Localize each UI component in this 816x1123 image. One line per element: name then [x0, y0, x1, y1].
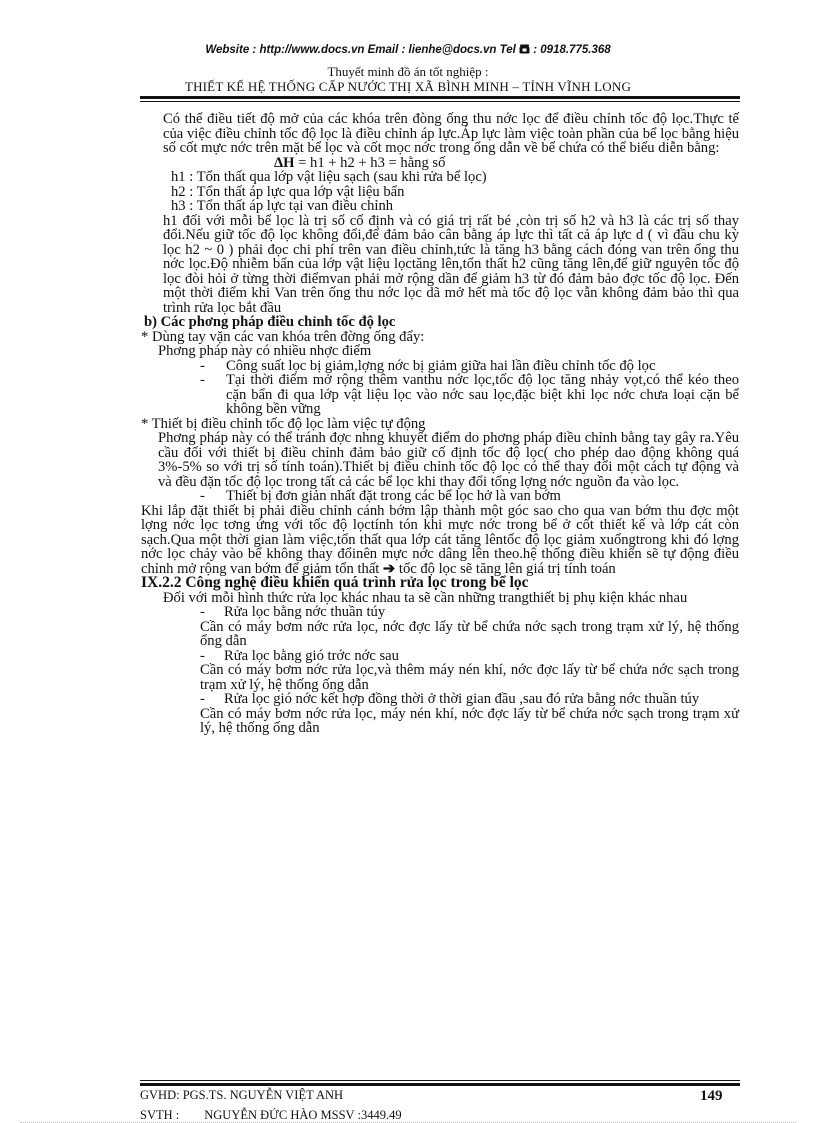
- website-url[interactable]: : http://www.docs.vn: [249, 44, 368, 56]
- definition-h2: h2 : Tổn thất áp lực qua lớp vật liệu bẩn: [171, 183, 405, 200]
- section-heading-backwash: IX.2.2 Công nghệ điều khiển quá trình rửa lọc trong bể lọc: [141, 574, 529, 591]
- paragraph-explanation: h1 đối với mỗi bể lọc là trị số cố định và có giá trị rất bé ,còn trị số h2 và h3 là các trị số thay đổi.Nếu giữ tốc độ lọc không đổi,để đảm bảo cân bằng áp lực thì tất cả áp lực d ( vì đầu chu kỳ lọc h2 ~ 0 ) phải đọc chi phí trên van điều chỉnh,tức là tăng h3 bằng cách đóng van trên ống thu nớc lọc.Độ nhiễm bẩn của lớp vật liệu lọctăng lên,tổn thất h2 cũng tăng lên,để giữ nguyên tốc độ lọc đòi hỏi ở từng thời điểmvan phải mở rộng dần để giảm h3 từ đó đảm bảo đợc tốc độ lọc. Đến một thời điểm khi Van trên ống thu nớc lọc dã mở hết mà tốc độ lọc vẫn không đảm bảo thì qua trình rửa lọc bắt đầu: [163, 212, 739, 316]
- method-auto-body: Phơng pháp này có thể tránh đợc nhng khuyết điểm do phơng pháp điều chỉnh bằng tay gây ra.Yêu cầu đối với thiết bị điều chỉnh đảm bảo giữ cố định tốc độ lọc( cho phép dao động không quá 3%-5% so với trị số tính toán).Thiết bị điều chỉnh tốc độ lọc có thể thay đổi một cách tự động và và đều đặn tốc độ lọc trong tất cả các bể lọc khi thay đổi tổng lợng nớc nguồn đa vào lọc.: [158, 430, 739, 490]
- section-heading-methods: b) Các phơng pháp điều chỉnh tốc độ lọc: [144, 314, 396, 330]
- list-item: - Rửa lọc bằng nớc thuần túy: [200, 604, 386, 620]
- list-item: - Tại thời điểm mở rộng thêm vanthu nớc lọc,tốc độ lọc tăng nhảy vọt,có thể kéo theo cặn bẩn đi qua lớp vật liệu lọc vào nớc sau lọc,đặc biệt khi lọc nớc chưa loại cặn bể không bền vững: [200, 372, 739, 417]
- footer-supervisor: GVHD: PGS.TS. NGUYỄN VIỆT ANH: [140, 1088, 344, 1102]
- phone-icon: [519, 44, 530, 54]
- page-number: 149: [700, 1088, 723, 1104]
- header-rule-thick: [140, 96, 740, 99]
- page-content: [141, 112, 739, 736]
- equation-rhs: = h1 + h2 + h3 = hằng số: [294, 154, 446, 171]
- footer-student: SVTH : NGUYỄN ĐỨC HÀO MSSV :3449.49: [140, 1108, 402, 1122]
- header-rule-thin: [140, 101, 740, 102]
- paragraph-intro: Có thể điều tiết độ mở của các khóa trên đòng ống thu nớc lọc để điều chỉnh tốc độ lọc.Thực tế của việc điều chỉnh tốc độ lọc là điều chỉnh áp lực.Áp lực làm việc toàn phần của bể lọc bằng hiệu số cốt mực nớc trên mặt bể lọc và cốt mọc nớc trong ống dẫn về bể chứa có thể biểu diễn bằng:: [163, 111, 739, 156]
- equation: [141, 156, 739, 171]
- email-label: Email: [367, 44, 399, 56]
- list-item-detail: Cần có máy bơm nớc rửa lọc, máy nén khí, nớc đợc lấy từ bể chứa nớc sạch trong trạm xử lý, hệ thống ống dẫn: [200, 705, 739, 736]
- website-header: [0, 44, 816, 56]
- paragraph-equipment: Đối với mỗi hình thức rửa lọc khác nhau ta sẽ cần những trangthiết bị phụ kiện khác nhau: [163, 589, 688, 606]
- method-manual-heading: * Dùng tay vặn các van khóa trên đờng ống đẩy:: [141, 328, 425, 345]
- method-auto-heading: * Thiết bị điều chỉnh tốc độ lọc làm việc tự động: [141, 415, 426, 432]
- document-title: THIẾT KẾ HỆ THỐNG CẤP NƯỚC THỊ XÃ BÌNH MINH – TỈNH VĨNH LONG: [184, 79, 632, 94]
- paragraph-butterfly-valve: Khi lắp đặt thiết bị phải điều chỉnh cánh bớm lập thành một góc sao cho qua van bớm thu đợc một lợng nớc lọc tơng ứng với tốc độ lọctính tón khi mực nớc trong bể ở cốt thiết kế và lớp cát còn sạch.Qua một thời gian làm việc,tổn thất qua lớp cát tăng lêntốc độ lọc giảm xuốngtrong khi đó lợng nớc lọc chảy vào bể không thay đổinên mực nớc dâng lên theo.hệ thống điều khiển sẽ tự động điều chỉnh mở rộng van bớm để giảm tổn thất ➔ tốc độ lọc sẽ tăng lên giá trị tính toán: [141, 502, 739, 577]
- footer-rule-thin: [140, 1080, 740, 1081]
- list-item-detail: Cần có máy bơm nớc rửa lọc,và thêm máy nén khí, nớc đợc lấy từ bể chứa nớc sạch trong trạm xử lý, hệ thống ống dẫn: [200, 662, 739, 693]
- list-item: - Công suất lọc bị giảm,lợng nớc bị giảm giữa hai lần điều chỉnh tốc độ lọc: [200, 357, 656, 374]
- definition-h3: h3 : Tổn thất áp lực tại van điều chỉnh: [171, 198, 394, 214]
- tel-number: : 0918.775.368: [530, 44, 611, 56]
- document-subtitle: Thuyết minh đồ án tốt nghiệp :: [327, 64, 489, 79]
- definition-h1: h1 : Tổn thất qua lớp vật liệu sạch (sau khi rửa bể lọc): [171, 169, 487, 185]
- website-label: Website: [205, 44, 250, 56]
- method-manual-intro: Phơng pháp này có nhiều nhợc điểm: [158, 343, 372, 359]
- list-item: - Rửa lọc bằng gió trớc nớc sau: [200, 647, 399, 664]
- list-item: - Rửa lọc gió nớc kết hợp đồng thời ở thời gian đầu ,sau đó rửa bằng nớc thuần túy: [200, 691, 700, 707]
- email-address[interactable]: : lienhe@docs.vn: [398, 44, 500, 56]
- list-item-detail: Cần có máy bơm nớc rửa lọc, nớc đợc lấy từ bể chứa nớc sạch trong trạm xử lý, hệ thống ống dẫn: [200, 618, 739, 649]
- list-item: - Thiết bị đơn giản nhất đặt trong các bể lọc hở là van bớm: [200, 488, 561, 504]
- tel-label: Tel: [499, 44, 516, 56]
- arrow-right-icon: ➔: [383, 560, 396, 577]
- equation-lhs: ΔH: [274, 154, 295, 171]
- footer-rule-thick: [140, 1083, 740, 1086]
